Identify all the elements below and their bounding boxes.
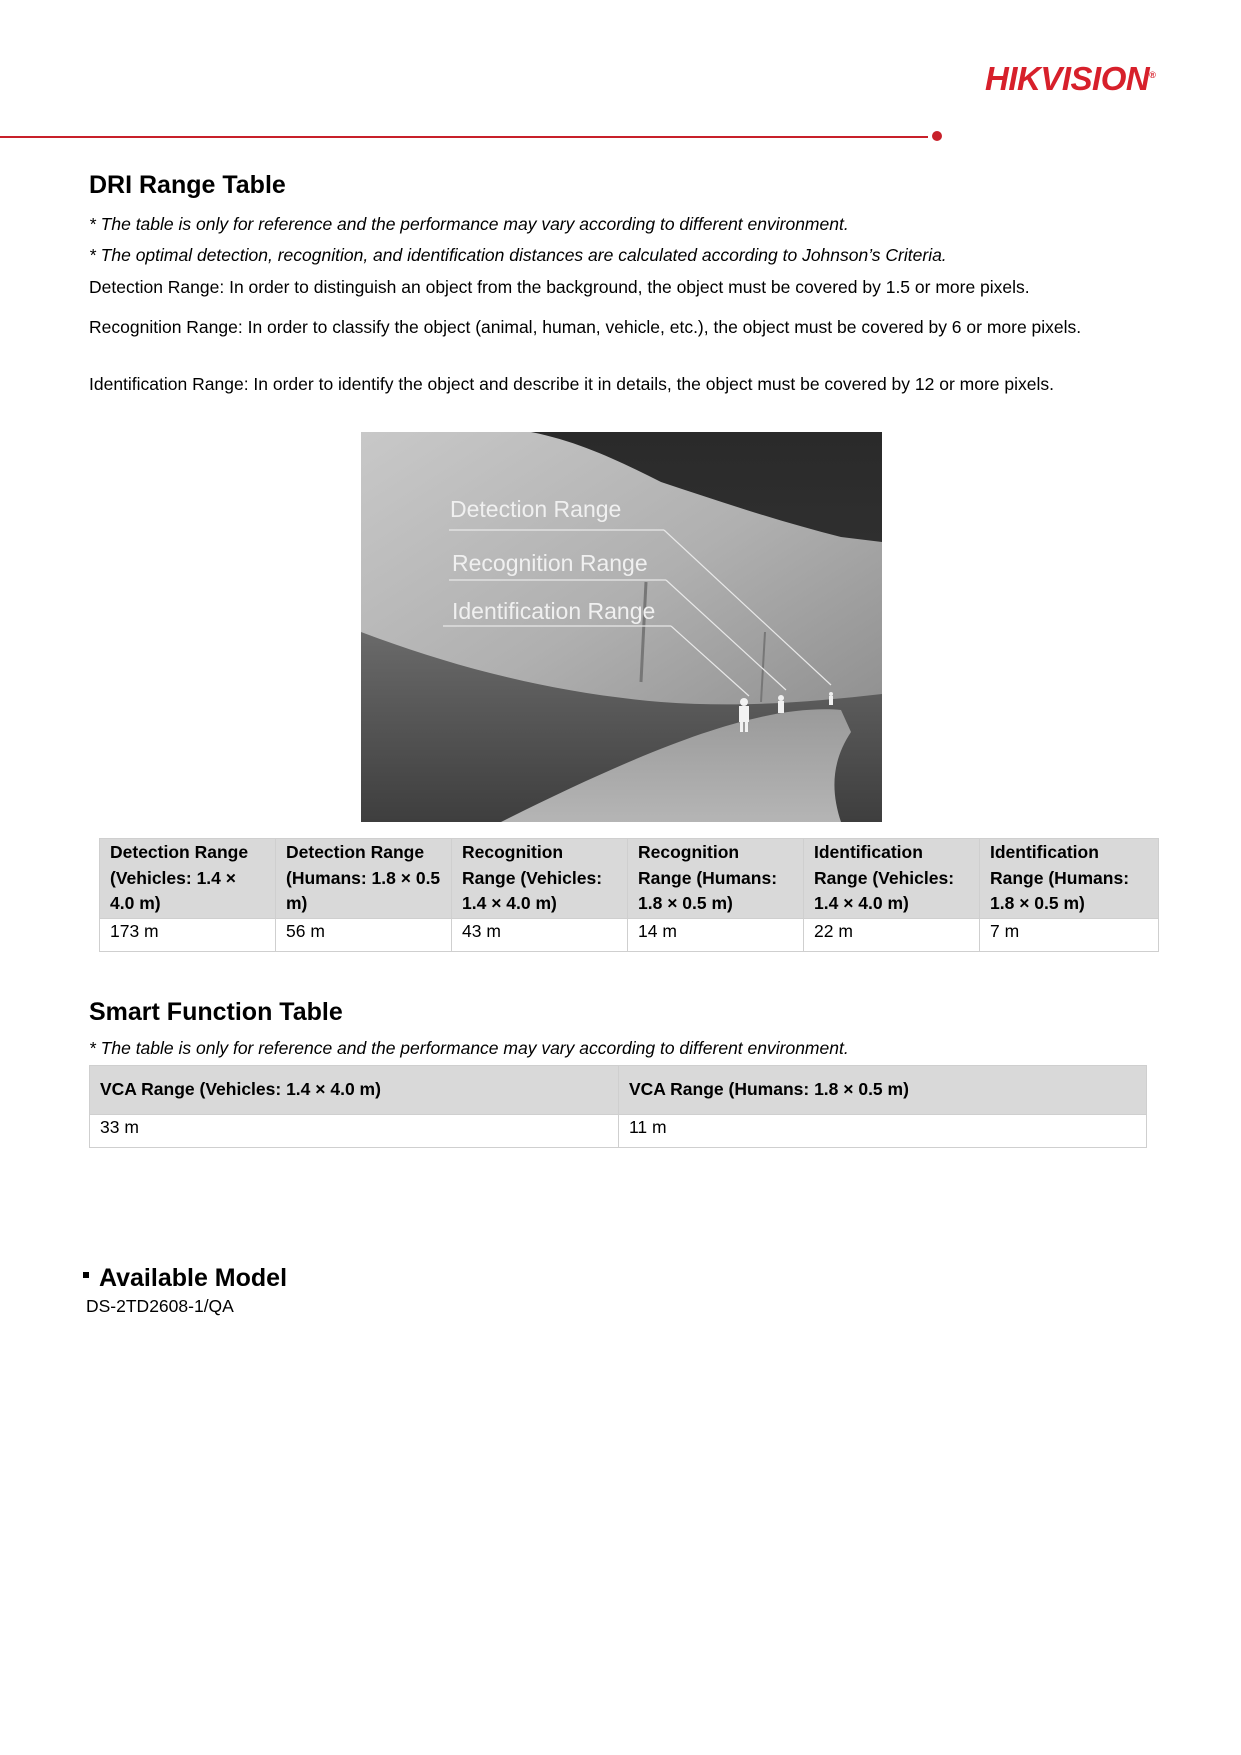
header-cell: Detection Range (Vehicles: 1.4 × 4.0 m) xyxy=(100,839,276,919)
header-cell: Recognition Range (Vehicles: 1.4 × 4.0 m) xyxy=(452,839,628,919)
dri-range-table xyxy=(99,838,1159,952)
identification-definition: Identification Range: In order to identify the object and describe it in details, the object must be covered by 12 or more pixels. xyxy=(89,374,1054,394)
header-rule-dot xyxy=(932,131,942,141)
smart-note: * The table is only for reference and the performance may vary according to different environment. xyxy=(89,1038,849,1058)
value-cell: 7 m xyxy=(980,919,1159,952)
smart-section-title: Smart Function Table xyxy=(89,998,343,1026)
value-cell: 22 m xyxy=(804,919,980,952)
table-row xyxy=(100,919,1159,952)
header-rule xyxy=(0,136,928,138)
person-far xyxy=(829,692,833,705)
value-cell: 173 m xyxy=(100,919,276,952)
logo-vision: VISION xyxy=(1040,60,1150,97)
smart-function-table xyxy=(89,1065,1147,1148)
table-header-row xyxy=(90,1066,1147,1115)
header-cell: VCA Range (Humans: 1.8 × 0.5 m) xyxy=(619,1066,1147,1115)
dri-section-title: DRI Range Table xyxy=(89,171,286,199)
model-name: DS-2TD2608-1/QA xyxy=(86,1296,234,1316)
dri-note-1: * The table is only for reference and the performance may vary according to different environment. xyxy=(89,214,849,234)
detection-definition: Detection Range: In order to distinguish an object from the background, the object must be covered by 1.5 or more pixels. xyxy=(89,277,1030,297)
value-cell: 33 m xyxy=(90,1115,619,1148)
table-header-row xyxy=(100,839,1159,919)
logo-hik: HIK xyxy=(985,60,1041,97)
registered-mark-icon: ® xyxy=(1149,70,1156,80)
model-section-title: Available Model xyxy=(99,1264,288,1292)
header-cell: VCA Range (Vehicles: 1.4 × 4.0 m) xyxy=(90,1066,619,1115)
header-cell: Detection Range (Humans: 1.8 × 0.5 m) xyxy=(276,839,452,919)
dri-note-2: * The optimal detection, recognition, and identification distances are calculated according to Johnson’s Criteria. xyxy=(89,245,947,265)
value-cell: 14 m xyxy=(628,919,804,952)
header-cell: Recognition Range (Humans: 1.8 × 0.5 m) xyxy=(628,839,804,919)
value-cell: 43 m xyxy=(452,919,628,952)
image-label-recognition: Recognition Range xyxy=(452,550,648,576)
thermal-dri-image xyxy=(361,432,882,822)
header-cell: Identification Range (Vehicles: 1.4 × 4.0 m) xyxy=(804,839,980,919)
value-cell: 56 m xyxy=(276,919,452,952)
table-row xyxy=(90,1115,1147,1148)
person-mid xyxy=(778,695,784,713)
header-cell: Identification Range (Humans: 1.8 × 0.5 m) xyxy=(980,839,1159,919)
value-cell: 11 m xyxy=(619,1115,1147,1148)
image-label-identification: Identification Range xyxy=(452,598,656,624)
hikvision-logo xyxy=(985,52,1155,102)
image-label-detection: Detection Range xyxy=(450,496,622,522)
recognition-definition: Recognition Range: In order to classify the object (animal, human, vehicle, etc.), the object must be covered by 6 or more pixels. xyxy=(89,317,1082,337)
bullet-icon xyxy=(83,1272,89,1278)
